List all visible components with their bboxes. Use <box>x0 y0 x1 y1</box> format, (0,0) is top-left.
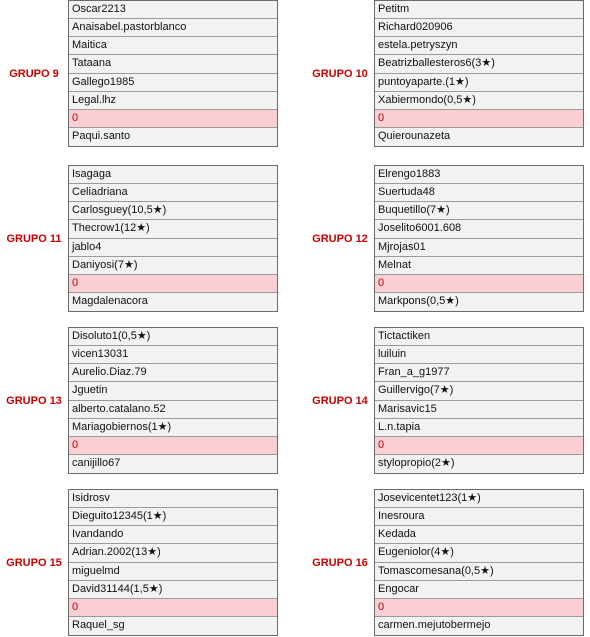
member-cell: Gallego1985 <box>69 74 277 92</box>
grupo-14 <box>306 327 590 474</box>
member-cell: Kedada <box>375 526 583 544</box>
member-cell: Markpons(0,5★) <box>375 293 583 311</box>
member-list <box>374 489 584 636</box>
member-cell: Mariagobiernos(1★) <box>69 419 277 437</box>
member-cell: Oscar2213 <box>69 1 277 19</box>
zero-cell: 0 <box>69 437 277 455</box>
member-cell: Maitica <box>69 37 277 55</box>
member-cell: Thecrow1(12★) <box>69 220 277 238</box>
group-label: GRUPO 15 <box>6 556 62 569</box>
zero-cell: 0 <box>69 599 277 617</box>
grupo-11 <box>0 165 284 312</box>
member-cell: jablo4 <box>69 239 277 257</box>
member-cell: Legal.lhz <box>69 92 277 110</box>
member-list <box>68 489 278 636</box>
member-cell: luiluin <box>375 346 583 364</box>
member-cell: Dieguito12345(1★) <box>69 508 277 526</box>
zero-cell: 0 <box>69 110 277 128</box>
member-cell: Aurelio.Diaz.79 <box>69 364 277 382</box>
member-cell: Fran_a_g1977 <box>375 364 583 382</box>
member-list <box>68 327 278 474</box>
member-cell: Jguetin <box>69 382 277 400</box>
member-cell: Anaisabel.pastorblanco <box>69 19 277 37</box>
group-label: GRUPO 14 <box>312 394 368 407</box>
member-cell: estela.petryszyn <box>375 37 583 55</box>
member-list <box>68 165 278 312</box>
member-cell: Celiadriana <box>69 184 277 202</box>
member-cell: Josevicentet123(1★) <box>375 490 583 508</box>
member-cell: stylopropio(2★) <box>375 455 583 473</box>
member-cell: Suertuda48 <box>375 184 583 202</box>
group-label: GRUPO 12 <box>312 232 368 245</box>
member-cell: Paqui.santo <box>69 128 277 146</box>
member-cell: Tataana <box>69 55 277 73</box>
group-label: GRUPO 13 <box>6 394 62 407</box>
zero-cell: 0 <box>69 275 277 293</box>
member-cell: carmen.mejutobermejo <box>375 617 583 635</box>
member-cell: Eugeniolor(4★) <box>375 544 583 562</box>
member-cell: Mjrojas01 <box>375 239 583 257</box>
group-label: GRUPO 11 <box>6 232 62 245</box>
member-cell: Adrian.2002(13★) <box>69 544 277 562</box>
member-cell: vicen13031 <box>69 346 277 364</box>
member-cell: Richard020906 <box>375 19 583 37</box>
grupo-12 <box>306 165 590 312</box>
member-cell: L.n.tapia <box>375 419 583 437</box>
group-label: GRUPO 10 <box>312 67 368 80</box>
member-cell: Ivandando <box>69 526 277 544</box>
member-cell: Elrengo1883 <box>375 166 583 184</box>
member-cell: Tictactiken <box>375 328 583 346</box>
member-list <box>374 165 584 312</box>
member-cell: Isagaga <box>69 166 277 184</box>
member-cell: Engocar <box>375 581 583 599</box>
member-cell: Tomascomesana(0,5★) <box>375 563 583 581</box>
member-cell: Buquetillo(7★) <box>375 202 583 220</box>
zero-cell: 0 <box>375 275 583 293</box>
zero-cell: 0 <box>375 437 583 455</box>
grupo-15 <box>0 489 284 636</box>
member-cell: Marisavic15 <box>375 401 583 419</box>
group-label: GRUPO 9 <box>9 67 59 80</box>
member-cell: Beatrizballesteros6(3★) <box>375 55 583 73</box>
member-cell: alberto.catalano.52 <box>69 401 277 419</box>
member-cell: Petitm <box>375 1 583 19</box>
member-cell: Isidrosv <box>69 490 277 508</box>
member-cell: Raquel_sg <box>69 617 277 635</box>
zero-cell: 0 <box>375 110 583 128</box>
member-cell: Magdalenacora <box>69 293 277 311</box>
zero-cell: 0 <box>375 599 583 617</box>
member-cell: miguelmd <box>69 563 277 581</box>
member-cell: David31144(1,5★) <box>69 581 277 599</box>
member-cell: Guillervigo(7★) <box>375 382 583 400</box>
grupo-16 <box>306 489 590 636</box>
member-cell: Xabiermondo(0,5★) <box>375 92 583 110</box>
member-cell: puntoyaparte.(1★) <box>375 74 583 92</box>
member-cell: Disoluto1(0,5★) <box>69 328 277 346</box>
member-cell: canijillo67 <box>69 455 277 473</box>
member-cell: Carlosguey(10,5★) <box>69 202 277 220</box>
member-cell: Quierounazeta <box>375 128 583 146</box>
member-list <box>374 0 584 147</box>
member-cell: Melnat <box>375 257 583 275</box>
member-list <box>68 0 278 147</box>
grupo-9 <box>0 0 284 147</box>
group-label: GRUPO 16 <box>312 556 368 569</box>
member-list <box>374 327 584 474</box>
grupo-10 <box>306 0 590 147</box>
grupo-13 <box>0 327 284 474</box>
member-cell: Daniyosi(7★) <box>69 257 277 275</box>
member-cell: Inesroura <box>375 508 583 526</box>
member-cell: Joselito6001.608 <box>375 220 583 238</box>
